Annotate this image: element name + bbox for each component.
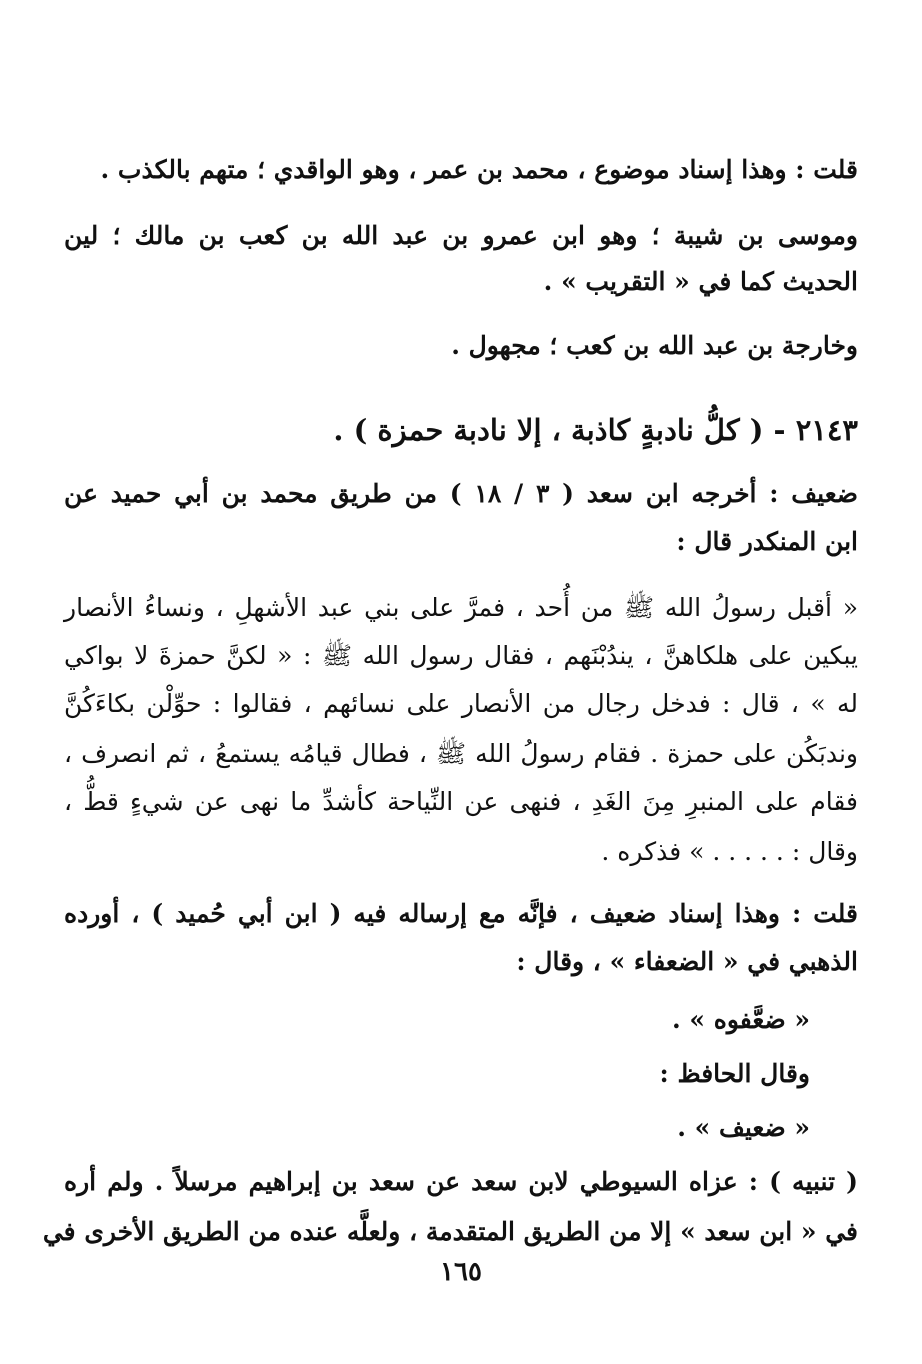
paragraph-line: الذهبي في « الضعفاء » ، وقال : (516, 947, 858, 976)
quote-line: فقام على المنبرِ مِنَ الغَدِ ، فنهى عن النِّياحة كأشدِّ ما نهى عن شيءٍ قطُّ ، (64, 787, 858, 816)
page-number: ١٦٥ (440, 1257, 482, 1287)
paragraph-line: ضعيف : أخرجه ابن سعد ( ٣ / ١٨ ) من طريق محمد بن أبي حميد عن (64, 479, 858, 508)
quote-line: وقال : . . . . . » فذكره . (601, 837, 858, 866)
paragraph-line: وموسى بن شيبة ؛ وهو ابن عمرو بن عبد الله بن كعب بن مالك ؛ لين (64, 221, 858, 250)
quote-line: « ضعَّفوه » . (671, 1005, 810, 1034)
paragraph-line: في « ابن سعد » إلا من الطريق المتقدمة ، ولعلَّه عنده من الطريق الأخرى في (42, 1217, 858, 1246)
paragraph-line: وقال الحافظ : (659, 1059, 810, 1088)
hadith-heading: ٢١٤٣ - ( كلُّ نادبةٍ كاذبة ، إلا نادبة حمزة ) . (333, 413, 858, 447)
quote-line: « أقبل رسولُ الله ﷺ من أُحد ، فمرَّ على بني عبد الأشهلِ ، ونساءُ الأنصار (64, 593, 858, 622)
paragraph-line: وخارجة بن عبد الله بن كعب ؛ مجهول . (451, 331, 858, 360)
quote-line: يبكين على هلكاهنَّ ، يندُبْنَهم ، فقال رسول الله ﷺ : « لكنَّ حمزةَ لا بواكي (64, 641, 858, 670)
quote-line: له » ، قال : فدخل رجال من الأنصار على نسائهم ، فقالوا : حوِّلْن بكاءَكُنَّ (64, 689, 858, 718)
paragraph-line: الحديث كما في « التقريب » . (543, 267, 858, 296)
paragraph-line: ابن المنكدر قال : (676, 527, 858, 556)
quote-line: وندبَكُن على حمزة . فقام رسولُ الله ﷺ ، فطال قيامُه يستمعُ ، ثم انصرف ، (64, 739, 858, 768)
paragraph-line: قلت : وهذا إسناد ضعيف ، فإنَّه مع إرساله فيه ( ابن أبي حُميد ) ، أورده (64, 899, 858, 928)
quote-line: « ضعيف » . (677, 1113, 810, 1142)
paragraph-line: قلت : وهذا إسناد موضوع ، محمد بن عمر ، وهو الواقدي ؛ متهم بالكذب . (100, 155, 858, 184)
paragraph-line: ( تنبيه ) : عزاه السيوطي لابن سعد عن سعد بن إبراهيم مرسلاً . ولم أره (64, 1167, 858, 1196)
